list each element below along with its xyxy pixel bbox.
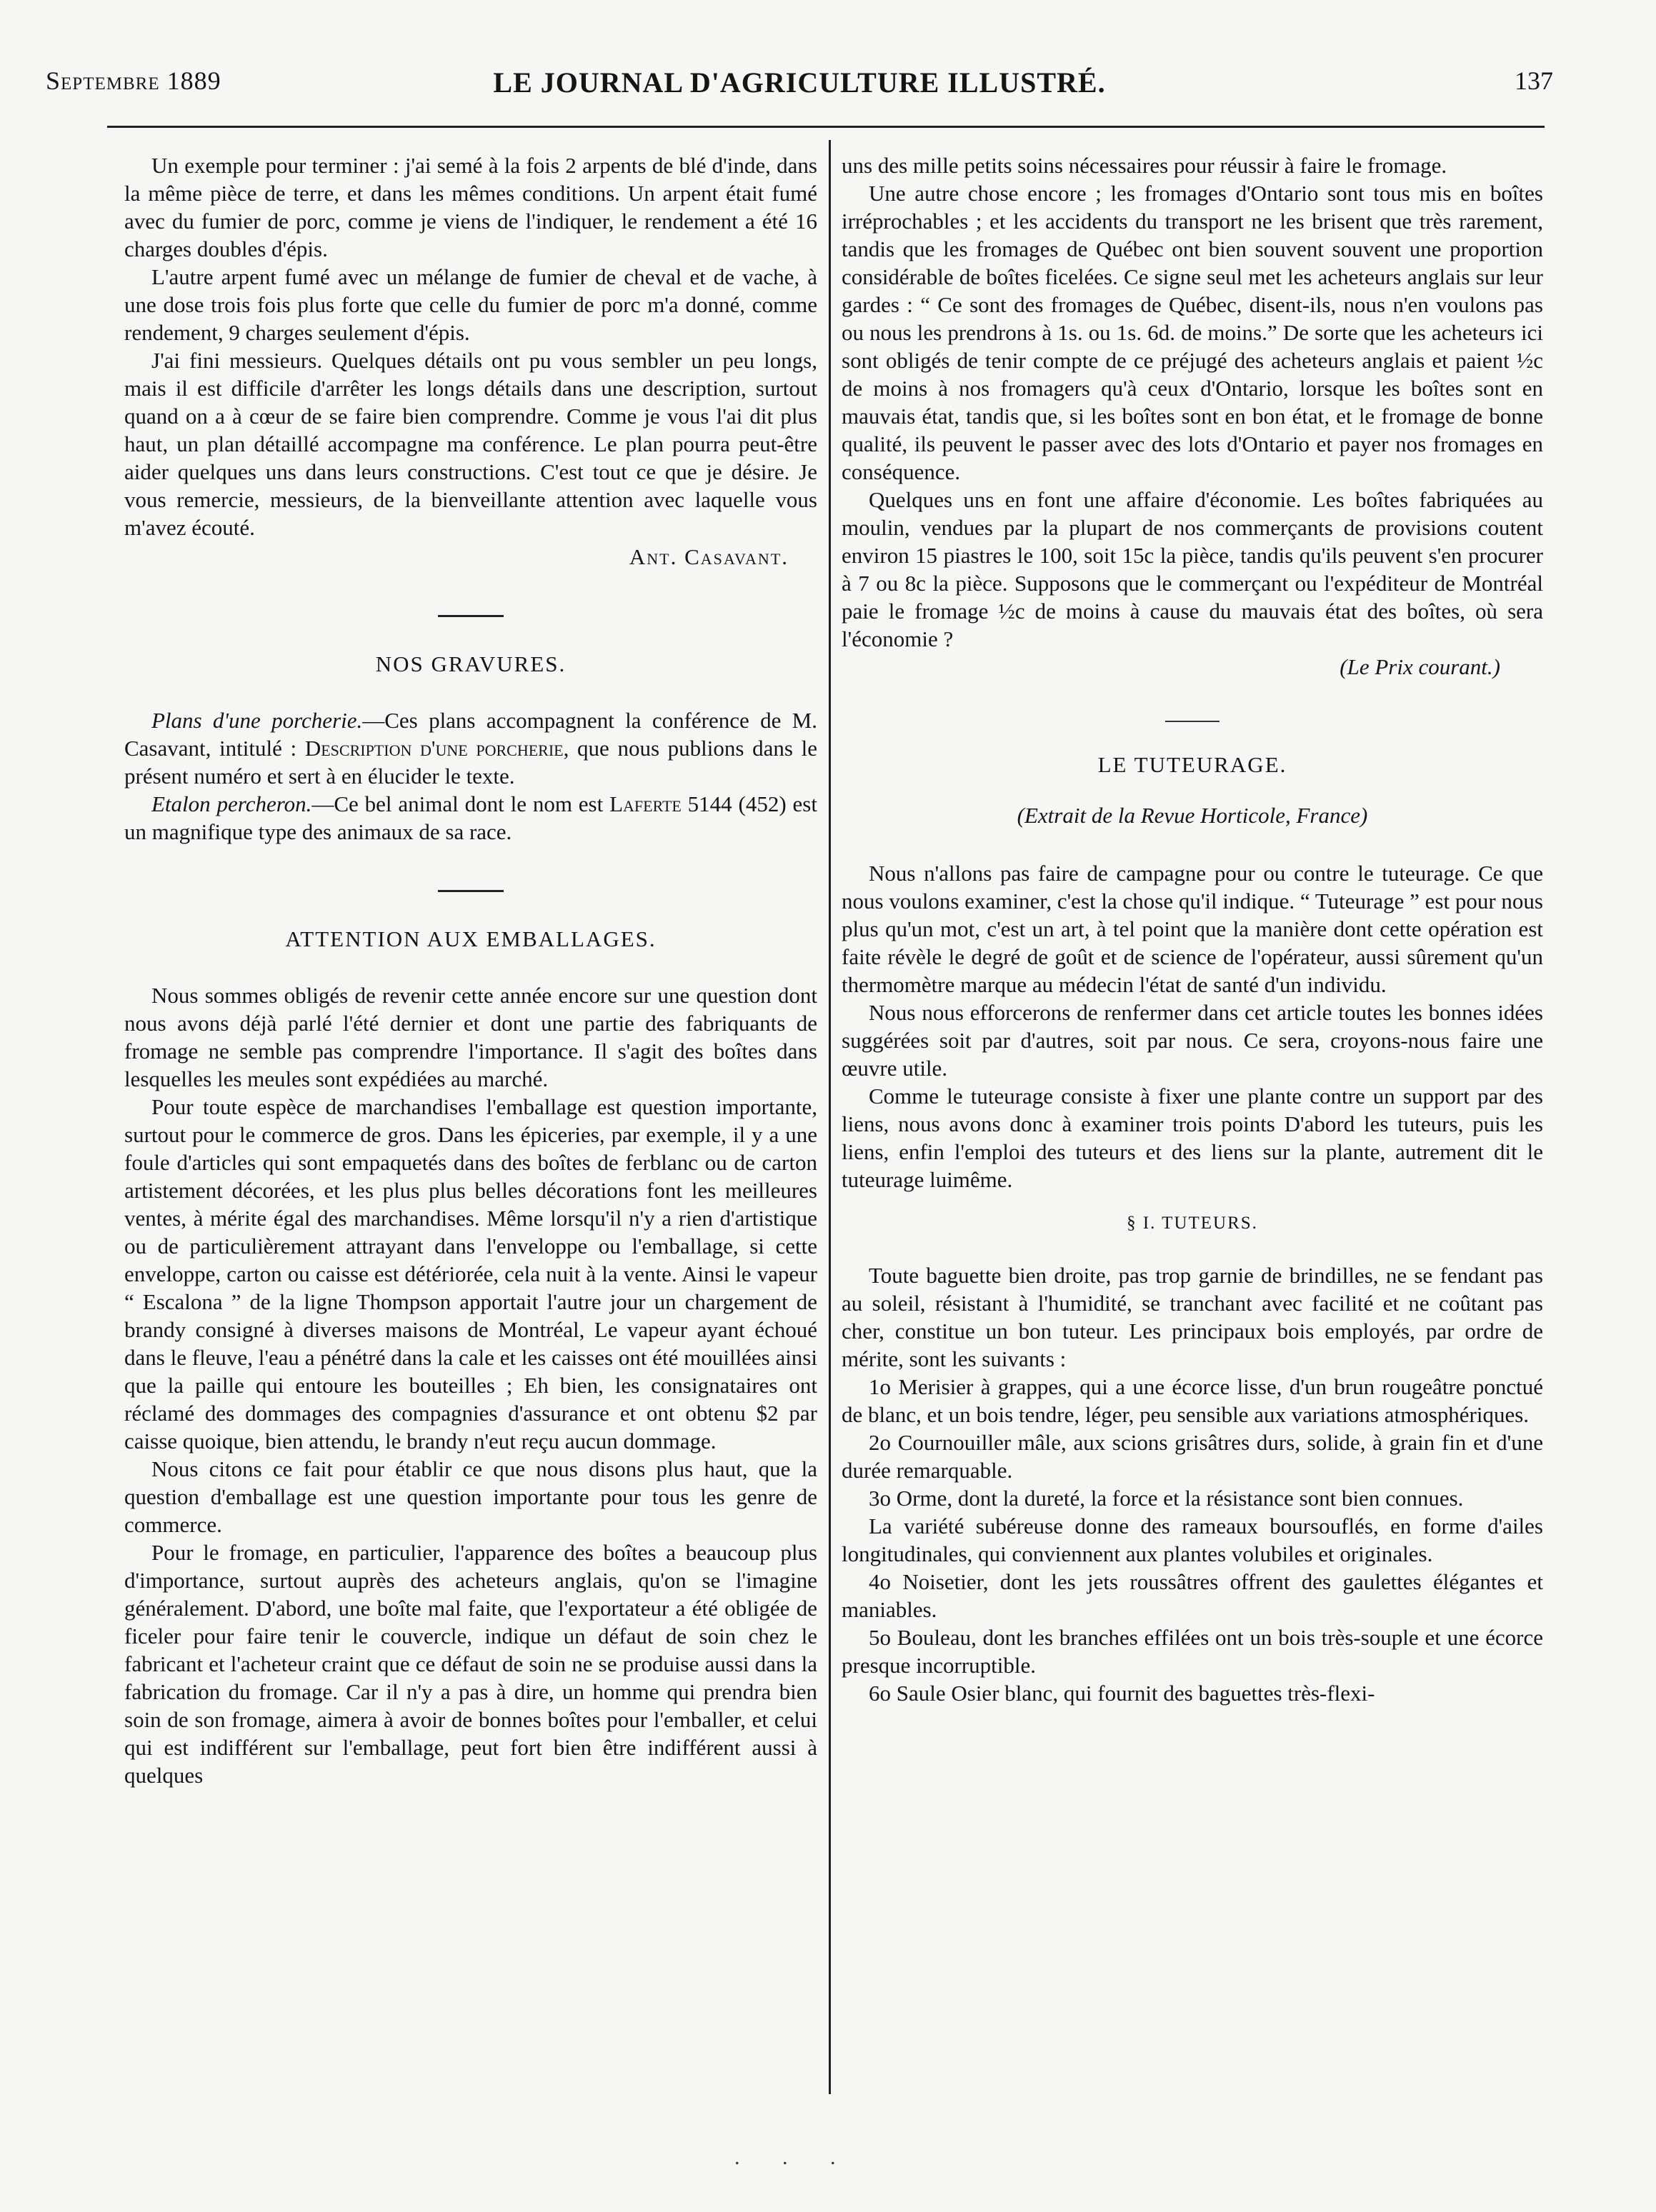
journal-title: LE JOURNAL D'AGRICULTURE ILLUSTRÉ. — [493, 66, 1106, 99]
list-item: 5o Bouleau, dont les branches effilées ont un bois très-souple et une écorce presque incorruptible. — [842, 1625, 1543, 1678]
header-rule — [107, 126, 1545, 128]
issue-date: Septembre 1889 — [46, 66, 221, 95]
article-paragraph: Nous sommes obligés de revenir cette année encore sur une question dont nous avons déjà parlé l'été dernier et dont une partie des fabriquants de fromage ne semble pas comprendre l'importance. Il s'agit des boîtes dans lesquelles les meules sont expédiées au marché. — [124, 983, 817, 1091]
list-item: 6o Saule Osier blanc, qui fournit des baguettes très-flexi- — [869, 1681, 1375, 1706]
subsection-heading: § I. TUTEURS. — [1127, 1213, 1258, 1233]
gravure-label: Plans d'une porcherie. — [151, 708, 363, 733]
section-divider — [438, 890, 504, 892]
article-paragraph: uns des mille petits soins nécessaires pour réussir à faire le fromage. — [842, 153, 1447, 178]
article-paragraph: Pour toute espèce de marchandises l'emballage est question importante, surtout pour le commerce de gros. Dans les épiceries, par exemple, il y a une foule d'articles qui sont empaquetés dans des boîtes de ferblanc ou de carton artistement décorées, et les plus plus belles décorations font les meilleures ventes, à mérite égal des marchandises. Même lorsqu'il n'y a rien d'artistique ou de particulièrement attrayant dans l'enveloppe ou l'emballage, si cette enveloppe, carton ou caisse est détériorée, cela nuit à la vente. Ainsi le vapeur “ Escalona ” de la ligne Thompson apportait l'autre jour un chargement de brandy consigné à diverses maisons de Montréal, Le vapeur ayant échoué dans le fleuve, l'eau a pénétré dans la cale et les caisses ont été mouillées ainsi que la paille qui entoure les bouteilles ; Eh bien, les consignataires ont réclamé des dommages des compagnies d'assurance et ont obtenu $2 par caisse quoique, bien attendu, le brandy n'eut reçu aucun dommage. — [124, 1094, 817, 1453]
gravure-item-etalon — [124, 790, 817, 846]
section-divider — [438, 615, 504, 617]
footer-marks: . . . — [734, 2146, 854, 2169]
section-title-nos-gravures: NOS GRAVURES. — [375, 651, 567, 676]
list-item: 1o Merisier à grappes, qui a une écorce lisse, d'un brun rougeâtre ponctué de blanc, et un bois tendre, léger, peu sensible aux variations atmosphériques. — [842, 1374, 1543, 1427]
list-item: La variété subéreuse donne des rameaux boursouflés, en forme d'ailes longitudinales, qui conviennent aux plantes volubiles et originales. — [842, 1513, 1543, 1566]
gravure-item-porcherie — [124, 706, 817, 790]
gravure-label: Etalon percheron. — [151, 791, 312, 816]
section-title-tuteurage: LE TUTEURAGE. — [1097, 752, 1287, 777]
article-paragraph: Nous citons ce fait pour établir ce que nous disons plus haut, que la question d'emballage est une question importante pour tous les genre de commerce. — [124, 1456, 817, 1537]
article-paragraph: L'autre arpent fumé avec un mélange de fumier de cheval et de vache, à une dose trois fois plus forte que celle du fumier de porc m'a donné, comme rendement, 9 charges seulement d'épis. — [124, 264, 817, 345]
article-paragraph: Comme le tuteurage consiste à fixer une plante contre un support par des liens, nous avons donc à examiner trois points D'abord les tuteurs, puis les liens, enfin l'emploi des tuteurs et des liens sur la plante, autrement dit le tuteurage luimême. — [842, 1084, 1543, 1192]
column-divider — [829, 140, 831, 2094]
page-number: 137 — [1515, 66, 1553, 95]
gravure-text: 5144 (452) est un magnifique type des animaux de sa race. — [124, 791, 817, 844]
article-source: (Le Prix courant.) — [1340, 654, 1500, 679]
article-paragraph: Pour le fromage, en particulier, l'apparence des boîtes a beaucoup plus d'importance, surtout auprès des acheteurs anglais, qu'on se l'imagine généralement. D'abord, une boîte mal faite, que l'exportateur a été obligée de ficeler pour faire tenir le couvercle, indique un défaut de soin chez le fabricant et l'acheteur craint que ce défaut de soin ne se produise aussi dans la fabrication du fromage. Car il n'y a pas à dire, un homme qui prendra bien soin de son fromage, aimera à avoir de bonnes boîtes pour l'emballer, et celui qui est indifférent sur l'emballage, peut fort bien être indifférent aussi à quelques — [124, 1540, 817, 1788]
article-paragraph: Toute baguette bien droite, pas trop garnie de brindilles, ne se fendant pas au soleil, résistant à l'humidité, se tranchant avec facilité et ne coûtant pas cher, constitue un bon tuteur. Les principaux bois employés, par ordre de mérite, sont les suivants : — [842, 1263, 1543, 1371]
article-paragraph: Une autre chose encore ; les fromages d'Ontario sont tous mis en boîtes irréprochables ; et les accidents du transport ne les brisent que très rarement, tandis que les fromages de Québec ont bien souvent souvent une proportion considérable de boîtes ficelées. Ce signe seul met les acheteurs anglais sur leur gardes : “ Ce sont des fromages de Québec, disent-ils, nous n'en voulons pas ou nous les prendrons à 1s. ou 1s. 6d. de moins.” De sorte que les acheteurs ici sont obligés de tenir compte de ce préjugé des acheteurs anglais et paient ½c de moins à nos fromagers qu'à ceux d'Ontario, lorsque les boîtes sont en mauvais état, tandis que, si les boîtes sont en bon état, et le fromage de bonne qualité, ils peuvent le passer avec des lots d'Ontario et payer nos fromages en conséquence. — [842, 181, 1543, 484]
right-column — [842, 151, 1543, 1707]
gravure-caps: Laferte — [609, 791, 682, 816]
list-item: 3o Orme, dont la dureté, la force et la résistance sont bien connues. — [869, 1486, 1464, 1511]
list-item: 2o Cournouiller mâle, aux scions grisâtres durs, solide, à grain fin et d'une durée remarquable. — [842, 1430, 1543, 1483]
article-paragraph: Nous n'allons pas faire de campagne pour ou contre le tuteurage. Ce que nous voulons examiner, c'est la chose qu'il indique. “ Tuteurage ” est pour nous plus qu'un mot, c'est un art, à tel point que la manière dont cette opération est faite révèle le degré de goût et de science de l'opérateur, aussi sûrement qu'un thermomètre marque au médecin l'état de santé d'un individu. — [842, 861, 1543, 997]
gravure-text: , que nous publions dans le présent numéro et sert à en élucider le texte. — [124, 736, 818, 789]
article-paragraph: Un exemple pour terminer : j'ai semé à la fois 2 arpents de blé d'inde, dans la même pièce de terre, et dans les mêmes conditions. Un arpent était fumé avec du fumier de porc, comme je viens de l'indiquer, le rendement a été 16 charges doubles d'épis. — [124, 153, 817, 261]
left-column — [124, 151, 817, 1789]
section-divider — [1165, 721, 1219, 722]
gravure-text: —Ce bel animal dont le nom est — [311, 791, 610, 816]
section-title-attention: ATTENTION AUX EMBALLAGES. — [285, 926, 657, 951]
article-paragraph: Nous nous efforcerons de renfermer dans cet article toutes les bonnes idées suggérées soit par d'autres, soit par nous. Ce sera, croyons-nous faire une œuvre utile. — [842, 1000, 1543, 1081]
gravure-caps: Description d'une porcherie — [304, 736, 564, 761]
list-item: 4o Noisetier, dont les jets roussâtres offrent des gaulettes élégantes et maniables. — [842, 1569, 1543, 1622]
gravure-text: —Ces plans accompagnent la conférence de M. Casavant, intitulé : — [124, 708, 817, 761]
article-paragraph: Quelques uns en font une affaire d'économie. Les boîtes fabriquées au moulin, vendues par la plupart de nos commerçants de provisions coutent environ 15 piastres le 100, soit 15c la pièce, tandis qu'ils peuvent s'en procurer à 7 ou 8c la pièce. Supposons que le commerçant ou l'expéditeur de Montréal paie le fromage ½c de moins à cause du mauvais état des boîtes, où sera l'économie ? — [842, 487, 1543, 651]
section-subtitle: (Extrait de la Revue Horticole, France) — [1017, 803, 1368, 828]
article-paragraph: J'ai fini messieurs. Quelques détails ont pu vous sembler un peu longs, mais il est difficile d'arrêter les longs détails dans une description, surtout quand on a à cœur de se faire bien comprendre. Comme je vous l'ai dit plus haut, un plan détaillé accompagne ma conférence. Le plan pourra peut-être aider quelques uns dans leurs constructions. C'est tout ce que je désire. Je vous remercie, messieurs, de la bienveillante attention avec laquelle vous m'avez écouté. — [124, 348, 817, 540]
author-signature: Ant. Casavant. — [629, 544, 789, 569]
page-header — [46, 66, 1553, 109]
